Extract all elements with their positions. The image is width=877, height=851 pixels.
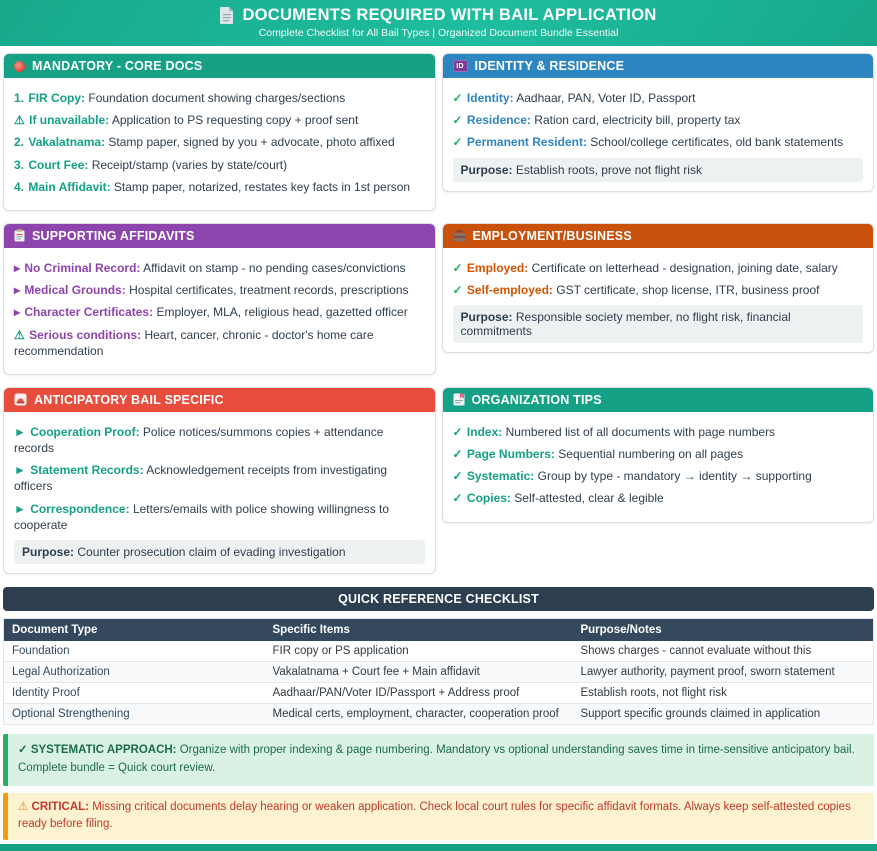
list-item bbox=[453, 112, 864, 128]
table-header-row bbox=[4, 619, 874, 642]
cell-specific-items: FIR copy or PS application bbox=[265, 641, 573, 662]
card-body bbox=[4, 248, 435, 374]
purpose-box bbox=[453, 305, 864, 343]
notice-label: CRITICAL: bbox=[31, 800, 90, 813]
list-item bbox=[14, 462, 425, 494]
item-label: If unavailable: bbox=[29, 113, 110, 128]
systematic-approach-notice bbox=[3, 734, 874, 786]
card-identity-residence bbox=[442, 53, 875, 192]
item-label: No Criminal Record: bbox=[24, 260, 141, 275]
item-text: Heart, cancer, chronic - doctor's home care recommendation bbox=[14, 327, 374, 358]
item-label: Main Affidavit: bbox=[28, 179, 111, 194]
item-text: Application to PS requesting copy + proof sent bbox=[111, 113, 359, 128]
column-header-document-type: Document Type bbox=[4, 619, 265, 642]
item-text: Foundation document showing charges/sections bbox=[88, 91, 346, 105]
card-body bbox=[4, 412, 435, 573]
card-title: MANDATORY - CORE DOCS bbox=[32, 59, 203, 73]
item-label: Statement Records: bbox=[30, 463, 144, 478]
list-item bbox=[14, 327, 425, 359]
table-row bbox=[4, 662, 874, 683]
card-header bbox=[443, 54, 874, 78]
list-item bbox=[453, 282, 864, 298]
id-badge-icon: ID bbox=[453, 60, 468, 72]
list-item bbox=[453, 446, 864, 462]
item-label: Character Certificates: bbox=[24, 305, 154, 320]
siren-icon bbox=[14, 393, 27, 406]
check-icon: ✓ bbox=[18, 744, 28, 756]
list-item bbox=[14, 260, 425, 276]
check-icon: ✓ bbox=[452, 260, 463, 275]
item-label: Cooperation Proof: bbox=[30, 424, 140, 439]
warning-icon: ⚠ bbox=[18, 800, 29, 813]
quick-reference-title: QUICK REFERENCE CHECKLIST bbox=[3, 587, 874, 611]
list-item bbox=[14, 501, 425, 533]
card-header bbox=[443, 388, 874, 412]
card-supporting-affidavits bbox=[3, 223, 436, 375]
item-text: Ration card, electricity bill, property tax bbox=[534, 113, 741, 128]
number-marker: 4. bbox=[14, 179, 25, 194]
arrow-bullet-icon: ▸ bbox=[14, 305, 21, 320]
card-body bbox=[443, 248, 874, 352]
item-label: Index: bbox=[466, 424, 503, 439]
number-marker: 1. bbox=[14, 91, 25, 105]
list-item bbox=[453, 260, 864, 276]
page-header bbox=[0, 0, 877, 46]
item-label: Court Fee: bbox=[28, 157, 89, 172]
card-anticipatory-bail-specific bbox=[3, 387, 436, 574]
arrow-right-icon: ► bbox=[14, 463, 26, 478]
item-text: Stamp paper, signed by you + advocate, photo affixed bbox=[108, 135, 395, 150]
item-label: Serious conditions: bbox=[29, 327, 142, 342]
notice-text: Missing critical documents delay hearing or weaken application. Check local court rules for specific affidavit formats. Always keep self-attested copies ready before filing. bbox=[18, 800, 851, 831]
page-subtitle: Complete Checklist for All Bail Types | Organized Document Bundle Essential bbox=[258, 27, 619, 39]
list-item bbox=[14, 157, 425, 173]
red-circle-icon bbox=[14, 61, 25, 72]
card-header bbox=[443, 224, 874, 248]
list-item bbox=[14, 282, 425, 298]
item-text: Hospital certificates, treatment records, prescriptions bbox=[129, 283, 409, 298]
cell-specific-items: Vakalatnama + Court fee + Main affidavit bbox=[265, 662, 573, 683]
item-text: Group by type - mandatory → identity → supporting bbox=[537, 469, 812, 484]
cards-grid bbox=[0, 46, 877, 574]
card-title: SUPPORTING AFFIDAVITS bbox=[32, 228, 195, 243]
arrow-bullet-icon: ▸ bbox=[14, 283, 21, 298]
item-label: Medical Grounds: bbox=[24, 283, 126, 298]
item-text: Police notices/summons copies + attendance records bbox=[14, 424, 384, 456]
check-icon: ✓ bbox=[452, 283, 463, 298]
item-label: Self-employed: bbox=[466, 283, 553, 298]
warning-icon: ⚠ bbox=[14, 113, 25, 128]
card-employment-business bbox=[442, 223, 875, 353]
card-title: EMPLOYMENT/BUSINESS bbox=[472, 228, 632, 243]
item-text: GST certificate, shop license, ITR, business proof bbox=[556, 283, 820, 298]
list-item bbox=[453, 468, 864, 484]
check-icon: ✓ bbox=[452, 135, 463, 150]
list-item bbox=[14, 179, 425, 195]
card-mandatory-core-docs bbox=[3, 53, 436, 211]
arrow-bullet-icon: ▸ bbox=[14, 260, 21, 275]
column-header-purpose-notes: Purpose/Notes bbox=[572, 619, 873, 642]
item-text: Acknowledgement receipts from investigating officers bbox=[14, 463, 388, 494]
item-text: Affidavit on stamp - no pending cases/convictions bbox=[143, 260, 406, 275]
list-item bbox=[14, 424, 425, 456]
card-body bbox=[443, 78, 874, 191]
purpose-label: Purpose: bbox=[22, 545, 75, 559]
notice-label: SYSTEMATIC APPROACH: bbox=[30, 744, 177, 756]
item-label: Systematic: bbox=[466, 469, 535, 484]
purpose-label: Purpose: bbox=[460, 310, 513, 325]
item-label: Residence: bbox=[466, 113, 531, 128]
check-icon: ✓ bbox=[452, 491, 463, 506]
card-organization-tips bbox=[442, 387, 875, 523]
item-text: Stamp paper, notarized, restates key facts in 1st person bbox=[113, 179, 411, 194]
arrow-right-icon: ► bbox=[14, 424, 26, 439]
briefcase-icon bbox=[453, 230, 466, 242]
clipboard-icon bbox=[14, 229, 25, 242]
warning-icon: ⚠ bbox=[14, 327, 25, 342]
cell-purpose-notes: Lawyer authority, payment proof, sworn statement bbox=[572, 662, 873, 683]
card-header bbox=[4, 224, 435, 248]
item-label: Vakalatnama: bbox=[28, 135, 106, 150]
table-row bbox=[4, 704, 874, 725]
table-row bbox=[4, 641, 874, 662]
cell-purpose-notes: Establish roots, not flight risk bbox=[572, 683, 873, 704]
list-item bbox=[14, 90, 425, 106]
cell-document-type: Optional Strengthening bbox=[4, 704, 265, 725]
purpose-text: Establish roots, prove not flight risk bbox=[515, 162, 702, 177]
cell-purpose-notes: Shows charges - cannot evaluate without this bbox=[572, 641, 873, 662]
list-item bbox=[14, 134, 425, 150]
card-body bbox=[4, 78, 435, 210]
list-item bbox=[453, 424, 864, 440]
item-label: Copies: bbox=[466, 491, 511, 506]
item-text: Aadhaar, PAN, Voter ID, Passport bbox=[516, 91, 696, 105]
item-text: Employer, MLA, religious head, gazetted officer bbox=[156, 305, 408, 320]
list-item bbox=[14, 112, 425, 128]
card-title: ANTICIPATORY BAIL SPECIFIC bbox=[34, 392, 224, 407]
checklist-table bbox=[3, 618, 874, 725]
purpose-text: Responsible society member, no flight risk, financial commitments bbox=[460, 310, 791, 339]
page-title-row bbox=[0, 6, 877, 25]
item-text: Numbered list of all documents with page numbers bbox=[505, 424, 776, 439]
item-text: Letters/emails with police showing willingness to cooperate bbox=[14, 501, 390, 532]
item-text: Sequential numbering on all pages bbox=[558, 447, 744, 462]
check-icon: ✓ bbox=[452, 91, 463, 105]
purpose-box bbox=[14, 540, 425, 564]
item-label: Identity: bbox=[466, 91, 514, 105]
item-text: School/college certificates, old bank statements bbox=[590, 135, 844, 150]
item-label: FIR Copy: bbox=[28, 91, 86, 105]
item-label: Permanent Resident: bbox=[466, 135, 587, 150]
purpose-label: Purpose: bbox=[460, 162, 513, 177]
column-header-specific-items: Specific Items bbox=[265, 619, 573, 642]
cell-document-type: Legal Authorization bbox=[4, 662, 265, 683]
item-label: Correspondence: bbox=[30, 501, 130, 516]
check-icon: ✓ bbox=[452, 424, 463, 439]
card-header bbox=[4, 388, 435, 412]
arrow-right-icon: ► bbox=[14, 501, 26, 516]
check-icon: ✓ bbox=[452, 113, 463, 128]
table-row bbox=[4, 683, 874, 704]
item-text: Receipt/stamp (varies by state/court) bbox=[91, 157, 288, 172]
list-item bbox=[453, 134, 864, 150]
bookmark-tabs-icon bbox=[453, 393, 465, 406]
item-text: Self-attested, clear & legible bbox=[514, 491, 664, 506]
cell-specific-items: Medical certs, employment, character, cooperation proof bbox=[265, 704, 573, 725]
card-body bbox=[443, 412, 874, 522]
check-icon: ✓ bbox=[452, 469, 463, 484]
list-item bbox=[453, 90, 864, 106]
number-marker: 2. bbox=[14, 135, 25, 150]
item-label: Employed: bbox=[466, 260, 529, 275]
item-text: Certificate on letterhead - designation, joining date, salary bbox=[531, 260, 838, 275]
list-item bbox=[14, 304, 425, 320]
cell-purpose-notes: Support specific grounds claimed in application bbox=[572, 704, 873, 725]
card-title: ORGANIZATION TIPS bbox=[471, 392, 602, 407]
document-icon bbox=[220, 7, 234, 24]
page-title: DOCUMENTS REQUIRED WITH BAIL APPLICATION bbox=[242, 6, 657, 24]
check-icon: ✓ bbox=[452, 447, 463, 462]
card-header bbox=[4, 54, 435, 78]
cell-document-type: Identity Proof bbox=[4, 683, 265, 704]
card-title: IDENTITY & RESIDENCE bbox=[474, 59, 625, 73]
list-item bbox=[453, 490, 864, 506]
cell-specific-items: Aadhaar/PAN/Voter ID/Passport + Address proof bbox=[265, 683, 573, 704]
cell-document-type: Foundation bbox=[4, 641, 265, 662]
purpose-text: Counter prosecution claim of evading investigation bbox=[77, 545, 346, 559]
number-marker: 3. bbox=[14, 157, 25, 172]
purpose-box bbox=[453, 158, 864, 182]
notice-text: Organize with proper indexing & page numbering. Mandatory vs optional understanding saves time in time-sensitive anticipatory bail. Complete bundle = Quick court review. bbox=[18, 744, 855, 774]
item-label: Page Numbers: bbox=[466, 447, 555, 462]
footer-bar bbox=[0, 844, 877, 851]
critical-warning-notice bbox=[3, 793, 874, 841]
